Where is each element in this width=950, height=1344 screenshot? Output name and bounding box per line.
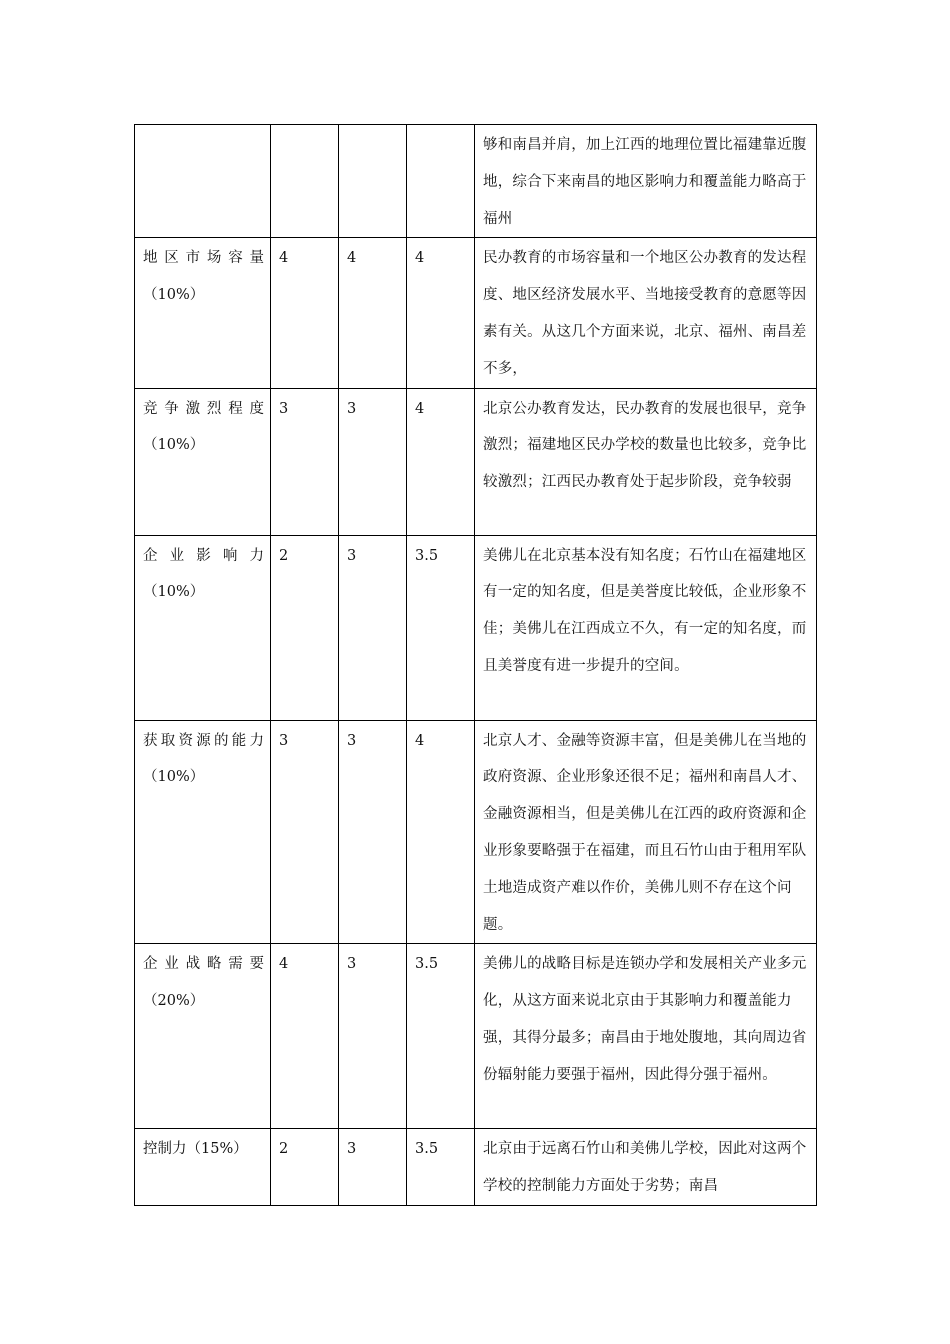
score-beijing: 2 <box>271 1129 339 1206</box>
score-beijing: 4 <box>271 944 339 1129</box>
criterion-weight: （20%） <box>143 993 205 1010</box>
score-fuzhou: 3 <box>339 535 407 720</box>
score-nanchang: 4 <box>407 388 475 535</box>
criterion-cell <box>135 388 271 535</box>
criterion-label: 企业战略需要 <box>143 956 264 973</box>
score-fuzhou: 3 <box>339 1129 407 1206</box>
criterion-cell <box>135 535 271 720</box>
table-row <box>135 125 817 238</box>
criterion-cell <box>135 125 271 238</box>
score-nanchang <box>407 125 475 238</box>
reason-cell: 够和南昌并肩，加上江西的地理位置比福建靠近腹地，综合下来南昌的地区影响力和覆盖能力略高于福州 <box>475 125 817 238</box>
criterion-cell <box>135 720 271 944</box>
criterion-cell <box>135 238 271 388</box>
table-row <box>135 1129 817 1206</box>
criterion-label: 地区市场容量 <box>143 250 264 267</box>
table-row <box>135 720 817 944</box>
score-beijing: 3 <box>271 388 339 535</box>
evaluation-table <box>134 124 817 1206</box>
criterion-label: 获取资源的能力 <box>143 732 264 749</box>
score-nanchang: 3.5 <box>407 1129 475 1206</box>
table-row <box>135 535 817 720</box>
score-fuzhou: 3 <box>339 720 407 944</box>
reason-cell: 美佛儿的战略目标是连锁办学和发展相关产业多元化，从这方面来说北京由于其影响力和覆盖能力强，其得分最多；南昌由于地处腹地，其向周边省份辐射能力要强于福州，因此得分强于福州。 <box>475 944 817 1129</box>
table-row <box>135 238 817 388</box>
reason-cell: 北京由于远离石竹山和美佛儿学校，因此对这两个学校的控制能力方面处于劣势；南昌 <box>475 1129 817 1206</box>
criterion-weight: （10%） <box>143 584 205 601</box>
score-beijing: 4 <box>271 238 339 388</box>
score-fuzhou: 4 <box>339 238 407 388</box>
criterion-weight: （10%） <box>143 769 205 786</box>
criterion-weight: （10%） <box>143 287 205 304</box>
reason-cell: 北京公办教育发达，民办教育的发展也很早，竞争激烈；福建地区民办学校的数量也比较多，竞争比较激烈；江西民办教育处于起步阶段，竞争较弱 <box>475 388 817 535</box>
criterion-cell <box>135 1129 271 1206</box>
criterion-weight: （10%） <box>143 437 205 454</box>
criterion-label: 竞争激烈程度 <box>143 400 264 417</box>
criterion-weight: （15%） <box>186 1141 248 1158</box>
score-beijing <box>271 125 339 238</box>
score-fuzhou <box>339 125 407 238</box>
criterion-cell <box>135 944 271 1129</box>
score-nanchang: 3.5 <box>407 944 475 1129</box>
score-beijing: 2 <box>271 535 339 720</box>
score-nanchang: 4 <box>407 720 475 944</box>
reason-cell: 北京人才、金融等资源丰富，但是美佛儿在当地的政府资源、企业形象还很不足；福州和南昌人才、金融资源相当，但是美佛儿在江西的政府资源和企业形象要略强于在福建，而且石竹山由于租用军队土地造成资产难以作价，美佛儿则不存在这个问题。 <box>475 720 817 944</box>
score-beijing: 3 <box>271 720 339 944</box>
score-fuzhou: 3 <box>339 944 407 1129</box>
reason-cell: 民办教育的市场容量和一个地区公办教育的发达程度、地区经济发展水平、当地接受教育的意愿等因素有关。从这几个方面来说，北京、福州、南昌差不多， <box>475 238 817 388</box>
criterion-label: 企业影响力 <box>143 547 264 564</box>
table-row <box>135 388 817 535</box>
score-fuzhou: 3 <box>339 388 407 535</box>
table-row <box>135 944 817 1129</box>
reason-cell: 美佛儿在北京基本没有知名度；石竹山在福建地区有一定的知名度，但是美誉度比较低，企业形象不佳；美佛儿在江西成立不久，有一定的知名度，而且美誉度有进一步提升的空间。 <box>475 535 817 720</box>
score-nanchang: 4 <box>407 238 475 388</box>
criterion-label: 控制力 <box>143 1141 187 1158</box>
score-nanchang: 3.5 <box>407 535 475 720</box>
